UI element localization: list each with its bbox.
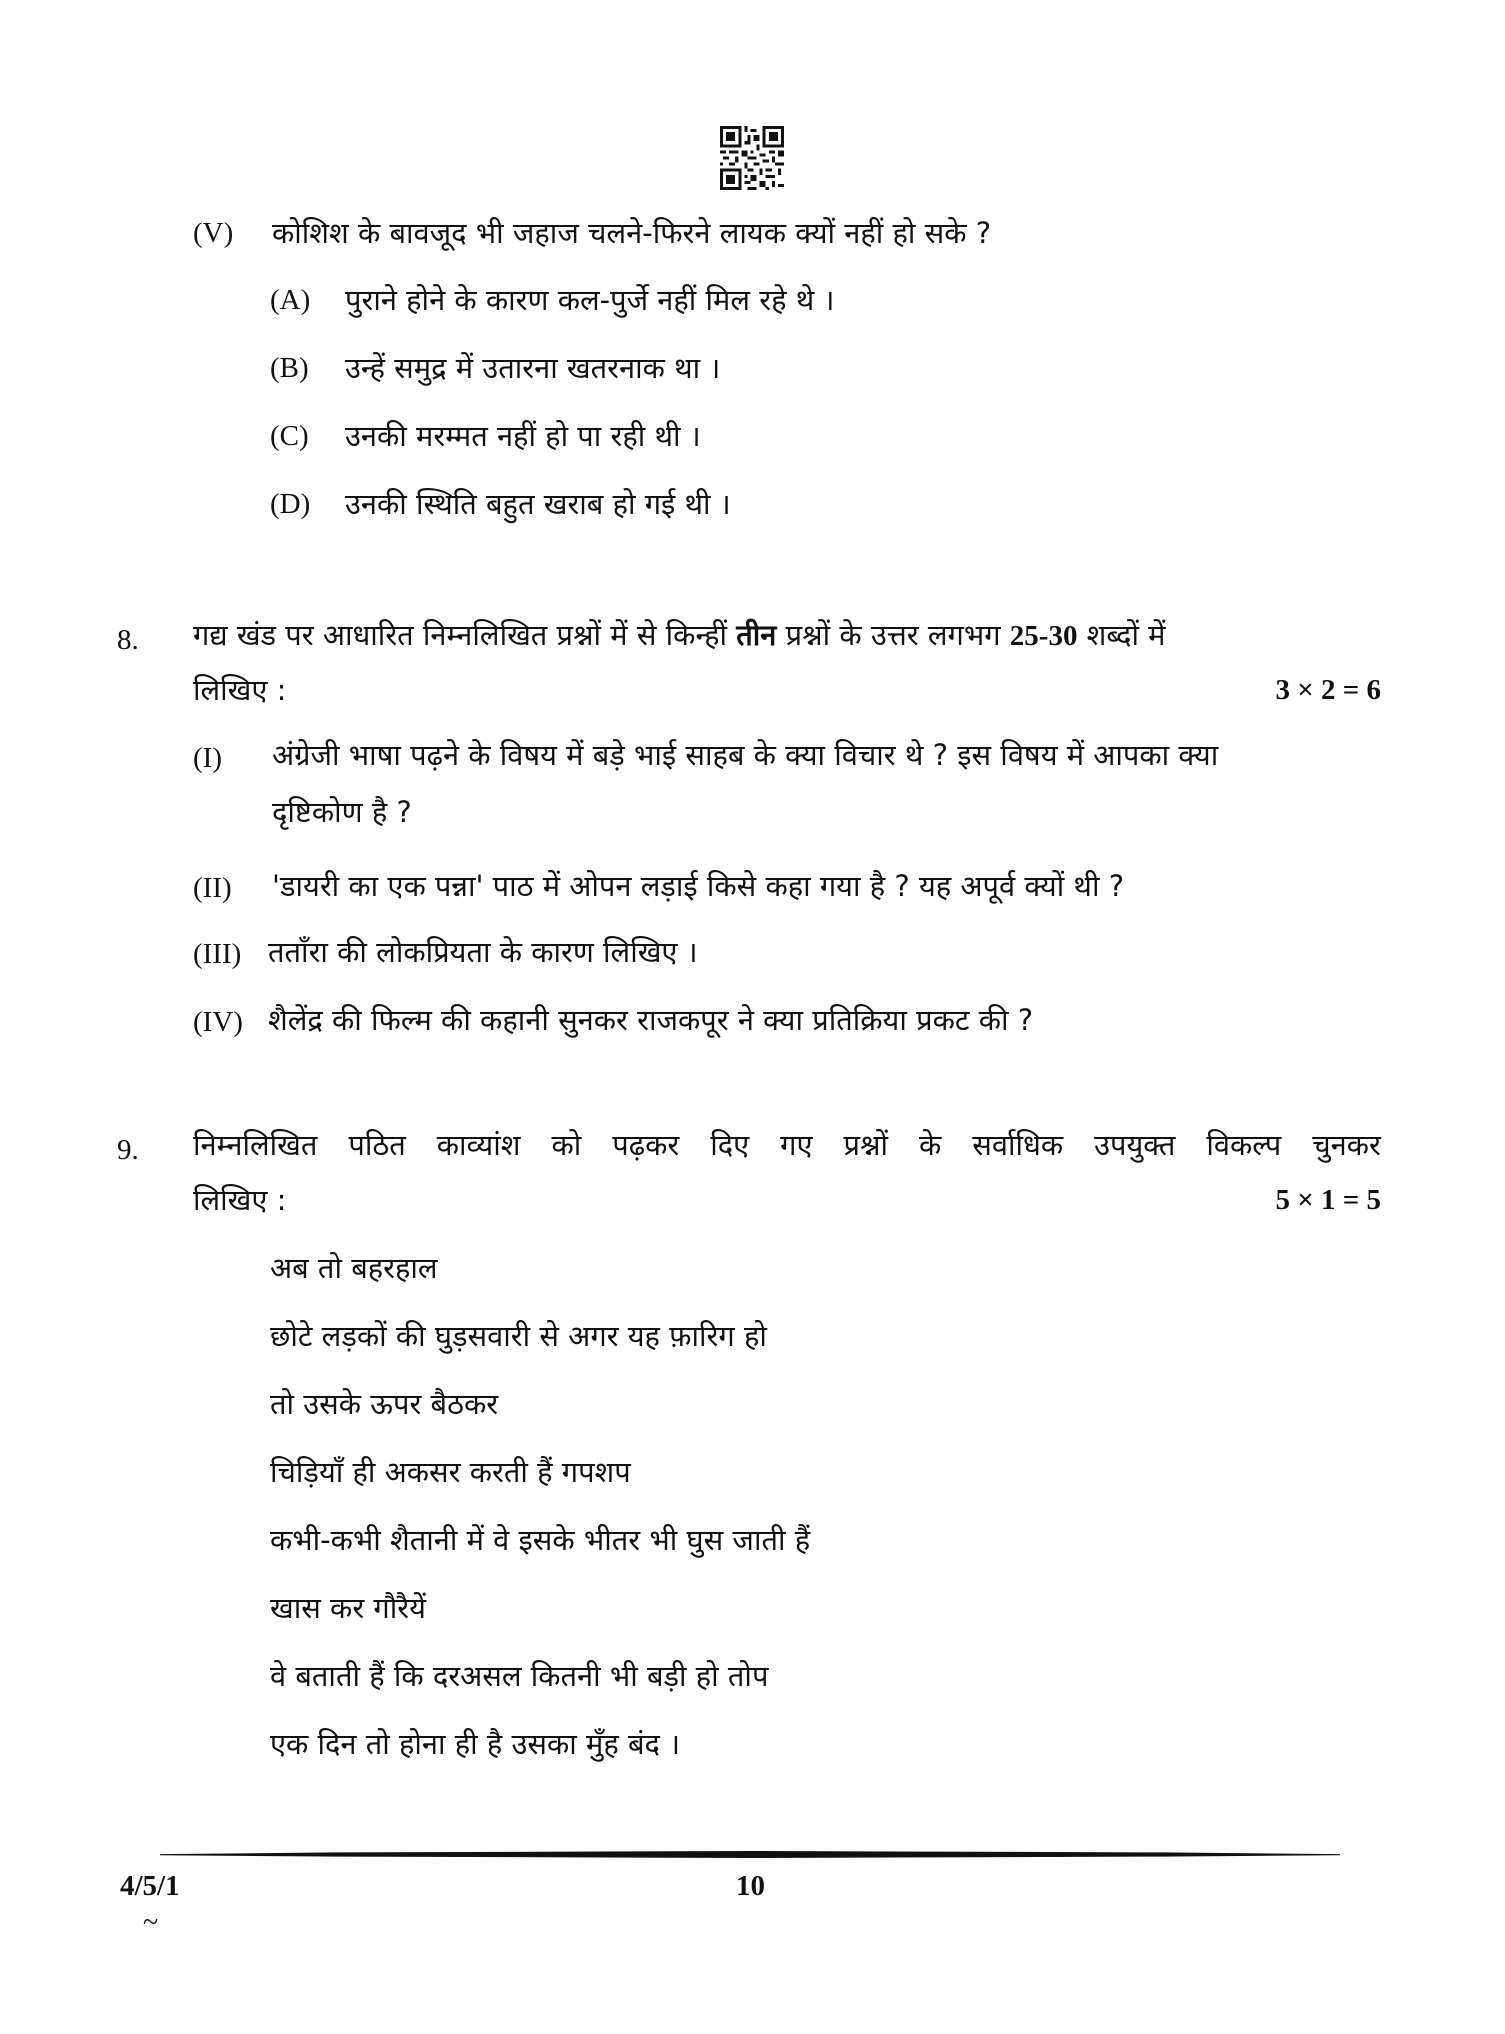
question-text-part: शब्दों में — [1086, 618, 1166, 652]
question-text — [193, 615, 1381, 656]
subquestion-label: (III) — [193, 938, 242, 970]
question-text-continued: लिखिए : — [193, 1183, 287, 1217]
subquestion-text: तताँरा की लोकप्रियता के कारण लिखिए । — [268, 935, 698, 969]
footer-mark: ~ — [143, 1907, 159, 1938]
question-text-part: प्रश्नों के उत्तर लगभग — [785, 618, 1001, 652]
word: निम्नलिखित — [193, 1128, 318, 1162]
subquestion-label: (V) — [193, 217, 234, 249]
footer-divider — [160, 1851, 1340, 1858]
word: को — [551, 1128, 582, 1162]
word: काव्यांश — [436, 1128, 521, 1162]
option-label-b: (B) — [270, 352, 309, 384]
word: विकल्प — [1206, 1128, 1282, 1162]
subquestion-label: (IV) — [193, 1006, 243, 1038]
subquestion-label: (I) — [193, 742, 222, 774]
option-text-a: पुराने होने के कारण कल-पुर्जे नहीं मिल रहे थे । — [345, 283, 835, 317]
poem-line: चिड़ियाँ ही अकसर करती हैं गपशप — [270, 1455, 631, 1489]
paper-code: 4/5/1 — [120, 1870, 180, 1902]
subquestion-text: कोशिश के बावजूद भी जहाज चलने-फिरने लायक क्यों नहीं हो सके ? — [272, 216, 992, 250]
word: पठित — [348, 1128, 406, 1162]
word: के — [919, 1128, 942, 1162]
question-emphasis: तीन — [736, 618, 777, 652]
subquestion-text: अंग्रेजी भाषा पढ़ने के विषय में बड़े भाई साहब के क्या विचार थे ? इस विषय में आपका क्या — [272, 738, 1219, 772]
poem-line: तो उसके ऊपर बैठकर — [270, 1387, 499, 1421]
option-text-b: उन्हें समुद्र में उतारना खतरनाक था । — [345, 351, 721, 385]
option-label-a: (A) — [270, 284, 311, 316]
question-text — [193, 1125, 1381, 1165]
marks-allocation: 5 × 1 = 5 — [1275, 1184, 1381, 1216]
poem-line: कभी-कभी शैतानी में वे इसके भीतर भी घुस जाती हैं — [270, 1523, 811, 1557]
word: दिए — [710, 1128, 750, 1162]
subquestion-label: (II) — [193, 872, 232, 904]
poem-line: खास कर गौरैयें — [270, 1591, 426, 1625]
word: उपयुक्त — [1094, 1128, 1176, 1162]
marks-allocation: 3 × 2 = 6 — [1275, 674, 1381, 706]
word: चुनकर — [1312, 1128, 1381, 1162]
word: पढ़कर — [612, 1128, 680, 1162]
option-label-d: (D) — [270, 488, 311, 520]
question-number: 8. — [117, 624, 139, 656]
poem-line: छोटे लड़कों की घुड़सवारी से अगर यह फ़ारिग हो — [270, 1319, 767, 1353]
word-limit: 25-30 — [1009, 620, 1078, 652]
poem-line: एक दिन तो होना ही है उसका मुँह बंद । — [270, 1727, 681, 1761]
poem-line: वे बताती हैं कि दरअसल कितनी भी बड़ी हो तोप — [270, 1659, 769, 1693]
qr-code-icon — [720, 126, 784, 190]
question-text-continued: लिखिए : — [193, 673, 287, 707]
word: गए — [780, 1128, 813, 1162]
option-label-c: (C) — [270, 420, 309, 452]
word: सर्वाधिक — [972, 1128, 1064, 1162]
question-number: 9. — [117, 1134, 139, 1166]
page-number: 10 — [736, 1870, 765, 1902]
subquestion-text-continued: दृष्टिकोण है ? — [272, 795, 412, 829]
word: प्रश्नों — [843, 1128, 889, 1162]
question-text-part: गद्य खंड पर आधारित निम्नलिखित प्रश्नों में से किन्हीं — [193, 618, 728, 652]
subquestion-text: शैलेंद्र की फिल्म की कहानी सुनकर राजकपूर ने क्या प्रतिक्रिया प्रकट की ? — [268, 1003, 1034, 1037]
option-text-c: उनकी मरम्मत नहीं हो पा रही थी । — [345, 419, 701, 453]
poem-line: अब तो बहरहाल — [270, 1251, 438, 1285]
option-text-d: उनकी स्थिति बहुत खराब हो गई थी । — [345, 487, 731, 521]
subquestion-text: 'डायरी का एक पन्ना' पाठ में ओपन लड़ाई किसे कहा गया है ? यह अपूर्व क्यों थी ? — [272, 869, 1125, 903]
